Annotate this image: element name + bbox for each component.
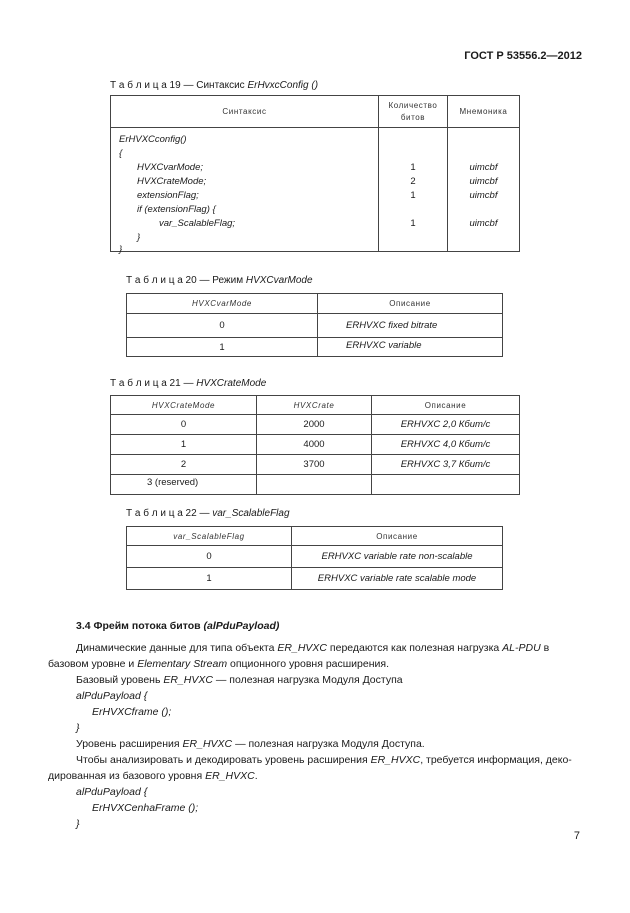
table21-caption [110, 378, 266, 389]
table21-rate: 4000 [257, 435, 372, 455]
table-row [111, 435, 520, 455]
code-line: alPduPayload { [76, 690, 148, 702]
syntax-line: } [119, 244, 123, 255]
table21-description [372, 475, 520, 495]
syntax-line: HVXCrateMode; [137, 176, 207, 187]
paragraph-1 [76, 640, 549, 656]
table19-caption [110, 80, 318, 91]
code-line: } [76, 722, 80, 734]
p3-text-c: — полезная нагрузка Модуля Доступа. [235, 738, 425, 750]
table21-caption-name: HVXCrateMode [196, 378, 267, 389]
table21 [110, 395, 520, 495]
p2-er-hvxc: ER_HVXC [163, 674, 213, 686]
code-line: } [76, 818, 80, 830]
section-heading-number: 3.4 Фрейм потока битов [76, 620, 201, 632]
syntax-line: extensionFlag; [137, 190, 199, 201]
p1-text-c: передаются как полезная нагрузка [329, 642, 500, 654]
mnemonic-value: uimcbf [469, 162, 498, 173]
table-row [111, 455, 520, 475]
p2-text-c: — полезная нагрузка Модуля Доступа [215, 674, 403, 686]
table21-mode: 3 (reserved) [111, 475, 257, 495]
table20-caption [126, 275, 313, 286]
table20-caption-name: HVXCvarMode [245, 275, 313, 286]
table-row [127, 314, 503, 338]
p2-text-a: Базовый уровень [76, 674, 161, 686]
syntax-line: { [119, 148, 123, 159]
syntax-line: if (extensionFlag) { [137, 204, 216, 215]
page-number: 7 [573, 830, 580, 842]
p1-object-type: ER_HVXC [277, 642, 327, 654]
table-row [111, 415, 520, 435]
table22-description: ERHVXC variable rate non-scalable [292, 546, 503, 568]
table21-description: ERHVXC 2,0 Кбит/с [372, 415, 520, 435]
table19-syntax-cell [111, 128, 379, 255]
p3-text-a: Уровень расширения [76, 738, 180, 750]
p1-text-a: Динамические данные для типа объекта [76, 642, 275, 654]
table19-mnem-cell [448, 128, 520, 252]
syntax-line: HVXCvarMode; [137, 162, 203, 173]
mnemonic-value: uimcbf [469, 218, 498, 229]
syntax-line: var_ScalableFlag; [159, 218, 236, 229]
p4-line2-er-hvxc: ER_HVXC [205, 770, 255, 782]
table19-bits-cell [379, 128, 448, 252]
syntax-line: ErHVXCconfig() [119, 134, 187, 145]
table20-description: ERHVXC fixed bitrate [318, 314, 503, 338]
table21-rate: 3700 [257, 455, 372, 475]
table-row [127, 568, 503, 590]
p4-line2-a: дированная из базового уровня [48, 770, 203, 782]
table22-value: 1 [127, 568, 292, 590]
table19-caption-prefix: Т а б л и ц а 19 — Синтаксис [110, 80, 245, 91]
table21-caption-prefix: Т а б л и ц а 21 — [110, 378, 194, 389]
code-line: ErHVXCenhaFrame (); [92, 802, 199, 814]
bits-value: 1 [410, 162, 416, 173]
syntax-line: } [137, 232, 141, 243]
table19-col-syntax: Синтаксис [111, 96, 379, 128]
bits-value: 2 [410, 176, 416, 187]
table22-col-description: Описание [292, 527, 503, 546]
table19-caption-name: ErHvxcConfig () [247, 80, 319, 91]
p4-text-a: Чтобы анализировать и декодировать уровень расширения [76, 754, 368, 766]
paragraph-3 [76, 736, 425, 752]
p1-elementary-stream: Elementary Stream [137, 658, 228, 670]
document-code: ГОСТ Р 53556.2—2012 [464, 50, 582, 62]
table22-caption [126, 508, 290, 519]
bits-value: 1 [410, 218, 416, 229]
table22-caption-name: var_ScalableFlag [212, 508, 290, 519]
mnemonic-value: uimcbf [469, 176, 498, 187]
table21-mode: 0 [111, 415, 257, 435]
paragraph-1-line2 [48, 656, 389, 672]
p1-text-e: в [543, 642, 550, 654]
table22-value: 0 [127, 546, 292, 568]
bits-value: 1 [410, 190, 416, 201]
mnemonic-value: uimcbf [469, 190, 498, 201]
table21-rate [257, 475, 372, 495]
table22-description: ERHVXC variable rate scalable mode [292, 568, 503, 590]
table20-value: 1 [127, 338, 318, 357]
table21-col-description: Описание [372, 396, 520, 415]
table21-description: ERHVXC 4,0 Кбит/с [372, 435, 520, 455]
table21-mode: 1 [111, 435, 257, 455]
section-heading-name: (alPduPayload) [203, 620, 280, 632]
table20-col-description: Описание [318, 294, 503, 314]
table-row [127, 546, 503, 568]
table19-col-mnemonic: Мнемоника [448, 96, 520, 128]
paragraph-4 [76, 752, 572, 768]
paragraph-2 [76, 672, 403, 688]
table20-value: 0 [127, 314, 318, 338]
table21-col-mode: HVXCrateMode [111, 396, 257, 415]
table21-rate: 2000 [257, 415, 372, 435]
paragraph-4-line2 [48, 768, 258, 784]
p1-line2-a: базовом уровне и [48, 658, 135, 670]
section-heading [76, 618, 279, 634]
table20-caption-prefix: Т а б л и ц а 20 — Режим [126, 275, 244, 286]
table21-mode: 2 [111, 455, 257, 475]
code-line: ErHVXCframe (); [92, 706, 172, 718]
table-row [111, 475, 520, 495]
table-row [127, 338, 503, 357]
code-line: alPduPayload { [76, 786, 148, 798]
table19-col-count [379, 96, 448, 128]
p4-line2-c: . [254, 770, 258, 782]
p4-text-c: , требуется информация, деко- [420, 754, 572, 766]
table20 [126, 293, 503, 357]
p4-er-hvxc: ER_HVXC [370, 754, 421, 766]
table19-col-count-line1: Количество [388, 100, 438, 110]
table21-description: ERHVXC 3,7 Кбит/с [372, 455, 520, 475]
table20-col-value: HVXCvarMode [127, 294, 318, 314]
table19-col-count-line2: битов [400, 112, 426, 122]
table21-col-rate: HVXCrate [257, 396, 372, 415]
table19 [110, 95, 520, 255]
table22 [126, 526, 503, 590]
p3-er-hvxc: ER_HVXC [182, 738, 233, 750]
table22-caption-prefix: Т а б л и ц а 22 — [126, 508, 210, 519]
table22-col-value: var_ScalableFlag [127, 527, 292, 546]
p1-al-pdu: AL-PDU [502, 642, 541, 654]
table20-description: ERHVXC variable [318, 338, 503, 357]
p1-line2-c: опционного уровня расширения. [230, 658, 389, 670]
